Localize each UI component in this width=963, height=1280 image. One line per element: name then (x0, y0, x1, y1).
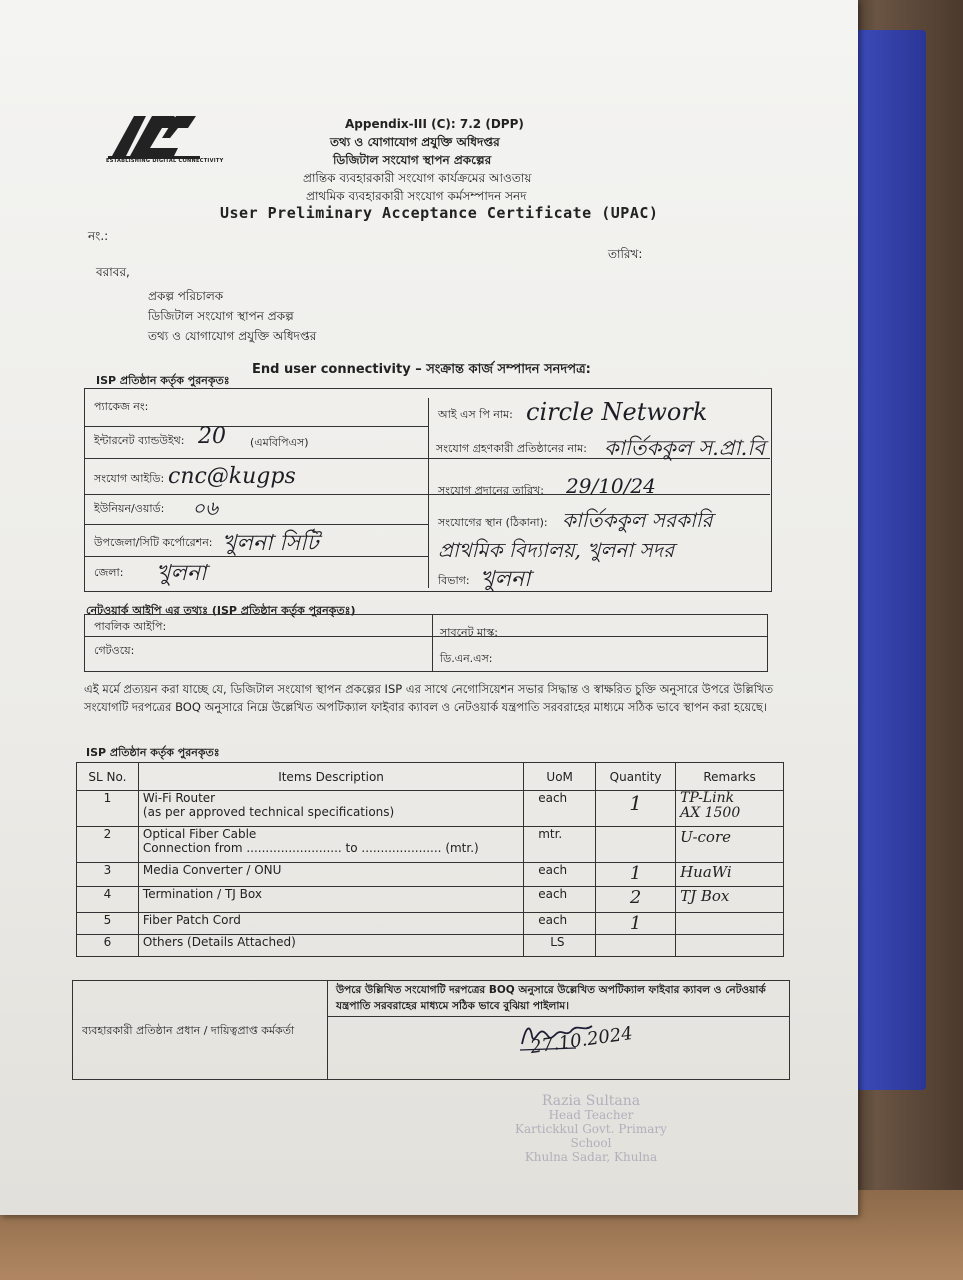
row-quantity (596, 935, 676, 957)
division-value: খুলনা (480, 567, 531, 592)
addressee-to: বরাবর, (96, 265, 130, 279)
row-sl: 2 (77, 827, 139, 863)
table-row (77, 863, 784, 887)
district-label: জেলা: (94, 566, 124, 579)
row-line (84, 636, 768, 637)
isp-filled-label: ISP প্রতিষ্ঠান কর্তৃক পুরনকৃতঃ (96, 374, 230, 387)
row-desc-line: Connection from ......................... to ..................... (mtr.) (142, 841, 479, 855)
row-line (84, 426, 428, 427)
seal-school: Kartickkul Govt. Primary School (515, 1122, 667, 1150)
table-row (77, 913, 784, 935)
row-sl: 3 (77, 863, 139, 887)
logo-tagline: ESTABLISHING DIGITAL CONNECTIVITY (106, 158, 224, 164)
row-quantity (596, 827, 676, 863)
division-label: বিভাগ: (438, 574, 470, 587)
public-ip-label: পাবলিক আইপি: (94, 620, 167, 633)
signoff-statement: উপরে উল্লিখিত সংযোগটি দরপত্রের BOQ অনুসারে উল্লেখিত অপটিক্যাল ফাইবার ক্যাবল ও নেটওয়ার্ক যন্ত্রপাতি সরবরাহের মাধ্যমে সঠিক ভাবে বুঝিয়া পাইলাম। (336, 984, 766, 1012)
row-remarks: TJ Box (676, 887, 784, 913)
connection-id-value: cnc@kugps (168, 464, 296, 489)
network-box (84, 614, 768, 672)
network-divider (432, 614, 433, 672)
row-remarks-line: TP-Link (680, 790, 735, 806)
row-quantity: 2 (596, 887, 676, 913)
union-label: ইউনিয়ন/ওয়ার্ড: (94, 502, 165, 515)
header-quantity: Quantity (596, 763, 676, 791)
row-description: Media Converter / ONU (138, 863, 523, 887)
row-line (84, 524, 428, 525)
bandwidth-value: 20 (198, 424, 226, 449)
header-line-1: তথ্য ও যোগাযোগ প্রযুক্তি অধিদপ্তর (330, 135, 500, 149)
row-description: Others (Details Attached) (138, 935, 523, 957)
district-value: খুলনা (156, 561, 207, 586)
table-row (77, 791, 784, 827)
declaration-text: এই মর্মে প্রত্যয়ন করা যাচ্ছে যে, ডিজিটাল সংযোগ স্থাপন প্রকল্পের ISP এর সাথে নেগোসিয়েশন সভার সিদ্ধান্ত ও স্বাক্ষরিত চুক্তি অনুসারে উপরে উল্লিখিত সংযোগটি দরপত্রের BOQ অনুসারে নিম্নে উল্লেখিত অপটিক্যাল ফাইবার ক্যাবল ও নেটওয়ার্ক যন্ত্রপাতি সরবরাহের মাধ্যমে সঠিক ভাবে স্থাপন করা হয়েছে। (84, 682, 774, 714)
row-remarks-line: U-core (680, 828, 732, 846)
row-description: Fiber Patch Cord (138, 913, 523, 935)
row-sl: 5 (77, 913, 139, 935)
row-desc-line: (as per approved technical specifications) (142, 805, 395, 819)
package-label: প্যাকেজ নং: (94, 400, 149, 413)
header-sl: SL No. (77, 763, 139, 791)
seal-title: Head Teacher (548, 1108, 634, 1122)
header-line-4: প্রাথমিক ব্যবহারকারী সংযোগ কর্মসম্পাদন সনদ (306, 189, 527, 203)
union-value: ০৬ (192, 496, 219, 520)
row-remarks (676, 791, 784, 827)
row-quantity: 1 (596, 863, 676, 887)
receiver-value: কার্তিককুল স.প্রা.বি (604, 436, 765, 460)
row-description: Termination / TJ Box (138, 887, 523, 913)
seal-area: Khulna Sadar, Khulna (524, 1150, 658, 1164)
signoff-row-line (327, 1016, 789, 1017)
receiver-label: সংযোগ গ্রহণকারী প্রতিষ্ঠানের নাম: (436, 442, 587, 455)
table-row (77, 827, 784, 863)
appendix-label: Appendix-III (C): 7.2 (DPP) (345, 117, 524, 131)
bandwidth-label: ইন্টারনেট ব্যান্ডউইথ: (94, 434, 185, 447)
row-remarks (676, 913, 784, 935)
row-uom: each (524, 863, 596, 887)
table-row (77, 887, 784, 913)
connection-date-value: 29/10/24 (566, 474, 656, 498)
row-uom: each (524, 913, 596, 935)
row-uom: mtr. (524, 827, 596, 863)
document-title: User Preliminary Acceptance Certificate (UPAC) (220, 204, 659, 222)
subnet-label: সাবনেট মাস্ক: (440, 626, 498, 639)
connection-id-label: সংযোগ আইডি: (94, 472, 165, 485)
row-uom: LS (524, 935, 596, 957)
header-remarks: Remarks (676, 763, 784, 791)
signoff-role: ব্যবহারকারী প্রতিষ্ঠান প্রধান / দায়িত্বপ্রাপ্ত কর্মকর্তা (82, 1024, 295, 1037)
row-remarks-line: AX 1500 (680, 805, 741, 821)
location-value-2: প্রাথমিক বিদ্যালয়, খুলনা সদর (438, 538, 675, 562)
header-line-2: ডিজিটাল সংযোগ স্থাপন প্রকল্পের (333, 153, 492, 167)
row-uom: each (524, 887, 596, 913)
connectivity-divider (428, 398, 429, 588)
items-heading: ISP প্রতিষ্ঠান কর্তৃক পুরনকৃতঃ (86, 746, 220, 759)
row-sl: 1 (77, 791, 139, 827)
signature-date: 27.10.2024 (529, 1022, 635, 1059)
section-heading: End user connectivity – সংক্রান্ত কার্জ সম্পাদন সনদপত্র: (252, 362, 591, 377)
reference-no-label: নং.: (88, 229, 109, 243)
official-seal (506, 1094, 676, 1164)
row-sl: 6 (77, 935, 139, 957)
row-line (84, 494, 770, 495)
gateway-label: গেটওয়ে: (94, 644, 135, 657)
items-table (76, 762, 784, 957)
row-description (138, 827, 523, 863)
dns-label: ডি.এন.এস: (440, 652, 493, 665)
row-desc-line: Wi-Fi Router (142, 791, 216, 805)
upazila-label: উপজেলা/সিটি কর্পোরেশন: (94, 536, 213, 549)
header-uom: UoM (524, 763, 596, 791)
seal-name: Razia Sultana (541, 1093, 641, 1109)
header-line-3: প্রান্তিক ব্যবহারকারী সংযোগ কার্যক্রমের আওতায় (303, 171, 532, 185)
location-value-1: কার্তিককুল সরকারি (562, 508, 713, 532)
addressee-line-1: প্রকল্প পরিচালক (148, 289, 224, 303)
isp-name-value: circle Network (526, 398, 708, 426)
row-description (138, 791, 523, 827)
location-label: সংযোগের স্থান (ঠিকানা): (438, 516, 548, 529)
row-desc-line: Optical Fiber Cable (142, 827, 257, 841)
row-remarks: HuaWi (676, 863, 784, 887)
upazila-value: খুলনা সিটি (222, 531, 319, 556)
addressee-line-3: তথ্য ও যোগাযোগ প্রযুক্তি অধিদপ্তর (148, 329, 317, 343)
signoff-divider (327, 980, 328, 1080)
row-quantity: 1 (596, 913, 676, 935)
network-heading: নেটওয়ার্ক আইপি এর তথ্যঃ (ISP প্রতিষ্ঠান কর্তৃক পুরনকৃতঃ) (86, 604, 356, 617)
header-description: Items Description (138, 763, 523, 791)
connection-date-label: সংযোগ প্রদানের তারিখ: (438, 484, 544, 497)
row-remarks (676, 935, 784, 957)
row-quantity: 1 (596, 791, 676, 827)
row-sl: 4 (77, 887, 139, 913)
row-uom: each (524, 791, 596, 827)
isp-name-label: আই এস পি নাম: (438, 408, 513, 421)
addressee-line-2: ডিজিটাল সংযোগ স্থাপন প্রকল্প (148, 309, 294, 323)
date-label: তারিখ: (608, 247, 643, 261)
bandwidth-unit: (এমবিপিএস) (250, 436, 309, 449)
table-row (77, 935, 784, 957)
row-remarks (676, 827, 784, 863)
